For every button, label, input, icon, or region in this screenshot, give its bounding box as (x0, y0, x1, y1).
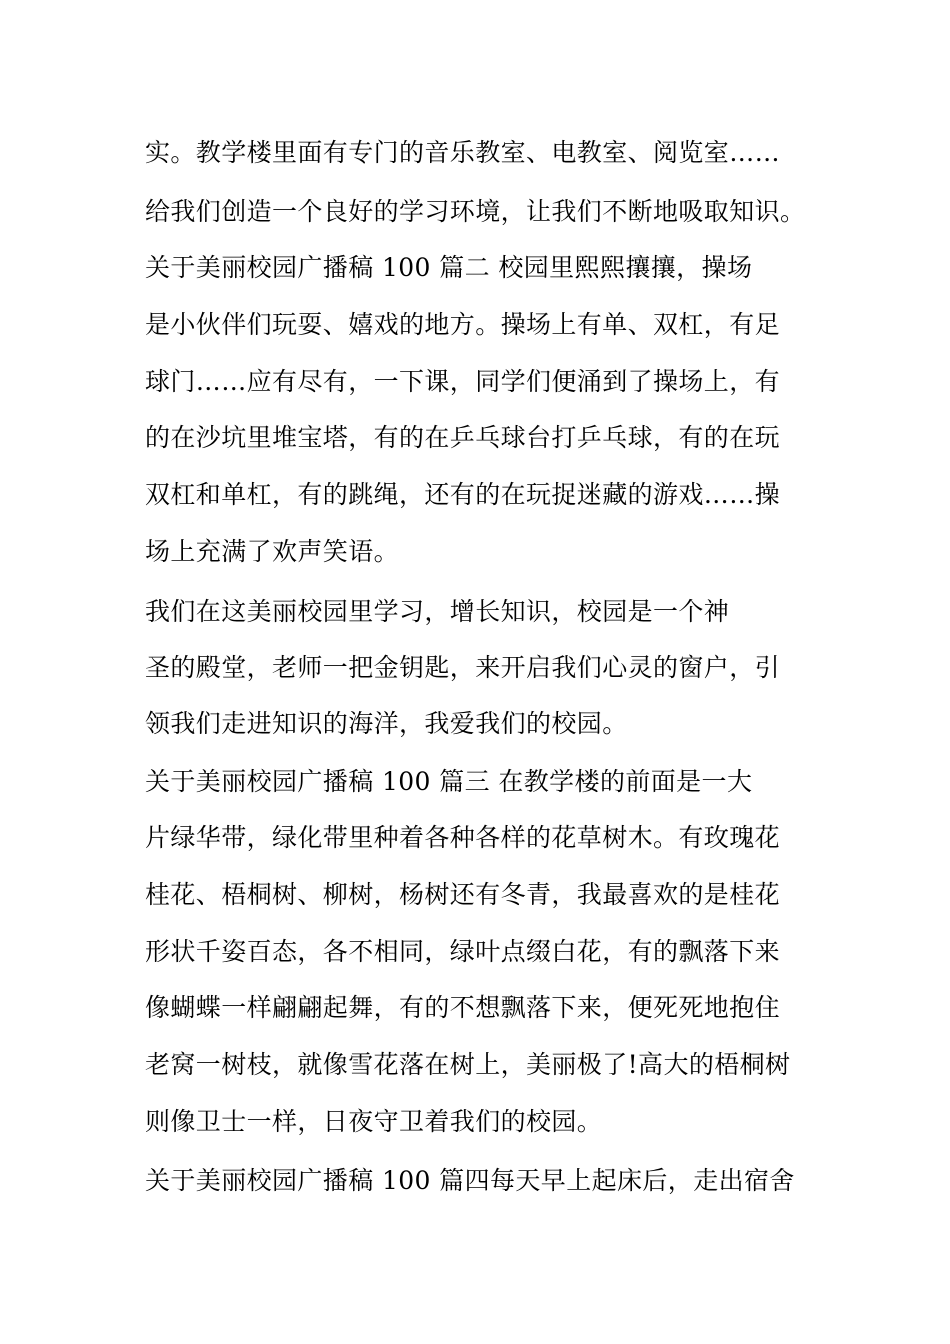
text-line: 场上充满了欢声笑语。 (145, 537, 400, 566)
text-line: 双杠和单杠，有的跳绳，还有的在玩捉迷藏的游戏……操 (145, 480, 781, 509)
text-line: 形状千姿百态，各不相同，绿叶点缀白花，有的飘落下来 (145, 937, 781, 966)
text-line: 关于美丽校园广播稿 100 篇二 校园里熙熙攘攘，操场 (145, 253, 753, 282)
text-line: 的在沙坑里堆宝塔，有的在乒乓球台打乒乓球，有的在玩 (145, 423, 781, 452)
text-line: 我们在这美丽校园里学习，增长知识，校园是一个神 (145, 597, 730, 626)
text-line: 老窝一树枝，就像雪花落在树上，美丽极了!高大的梧桐树 (145, 1050, 791, 1079)
text-line: 领我们走进知识的海洋，我爱我们的校园。 (145, 709, 628, 738)
text-line: 关于美丽校园广播稿 100 篇四每天早上起床后，走出宿舍 (145, 1166, 795, 1195)
text-line: 则像卫士一样，日夜守卫着我们的校园。 (145, 1107, 603, 1136)
text-line: 球门……应有尽有，一下课，同学们便涌到了操场上，有 (145, 367, 781, 396)
text-line: 片绿华带，绿化带里种着各种各样的花草树木。有玫瑰花 (145, 823, 781, 852)
text-line: 圣的殿堂，老师一把金钥匙，来开启我们心灵的窗户，引 (145, 653, 781, 682)
text-line: 像蝴蝶一样翩翩起舞，有的不想飘落下来，便死死地抱住 (145, 993, 781, 1022)
text-line: 关于美丽校园广播稿 100 篇三 在教学楼的前面是一大 (145, 767, 753, 796)
text-line: 实。教学楼里面有专门的音乐教室、电教室、阅览室…… (145, 138, 781, 167)
text-line: 桂花、梧桐树、柳树，杨树还有冬青，我最喜欢的是桂花 (145, 880, 781, 909)
text-line: 给我们创造一个良好的学习环境，让我们不断地吸取知识。 (145, 197, 806, 226)
text-line: 是小伙伴们玩耍、嬉戏的地方。操场上有单、双杠，有足 (145, 310, 781, 339)
